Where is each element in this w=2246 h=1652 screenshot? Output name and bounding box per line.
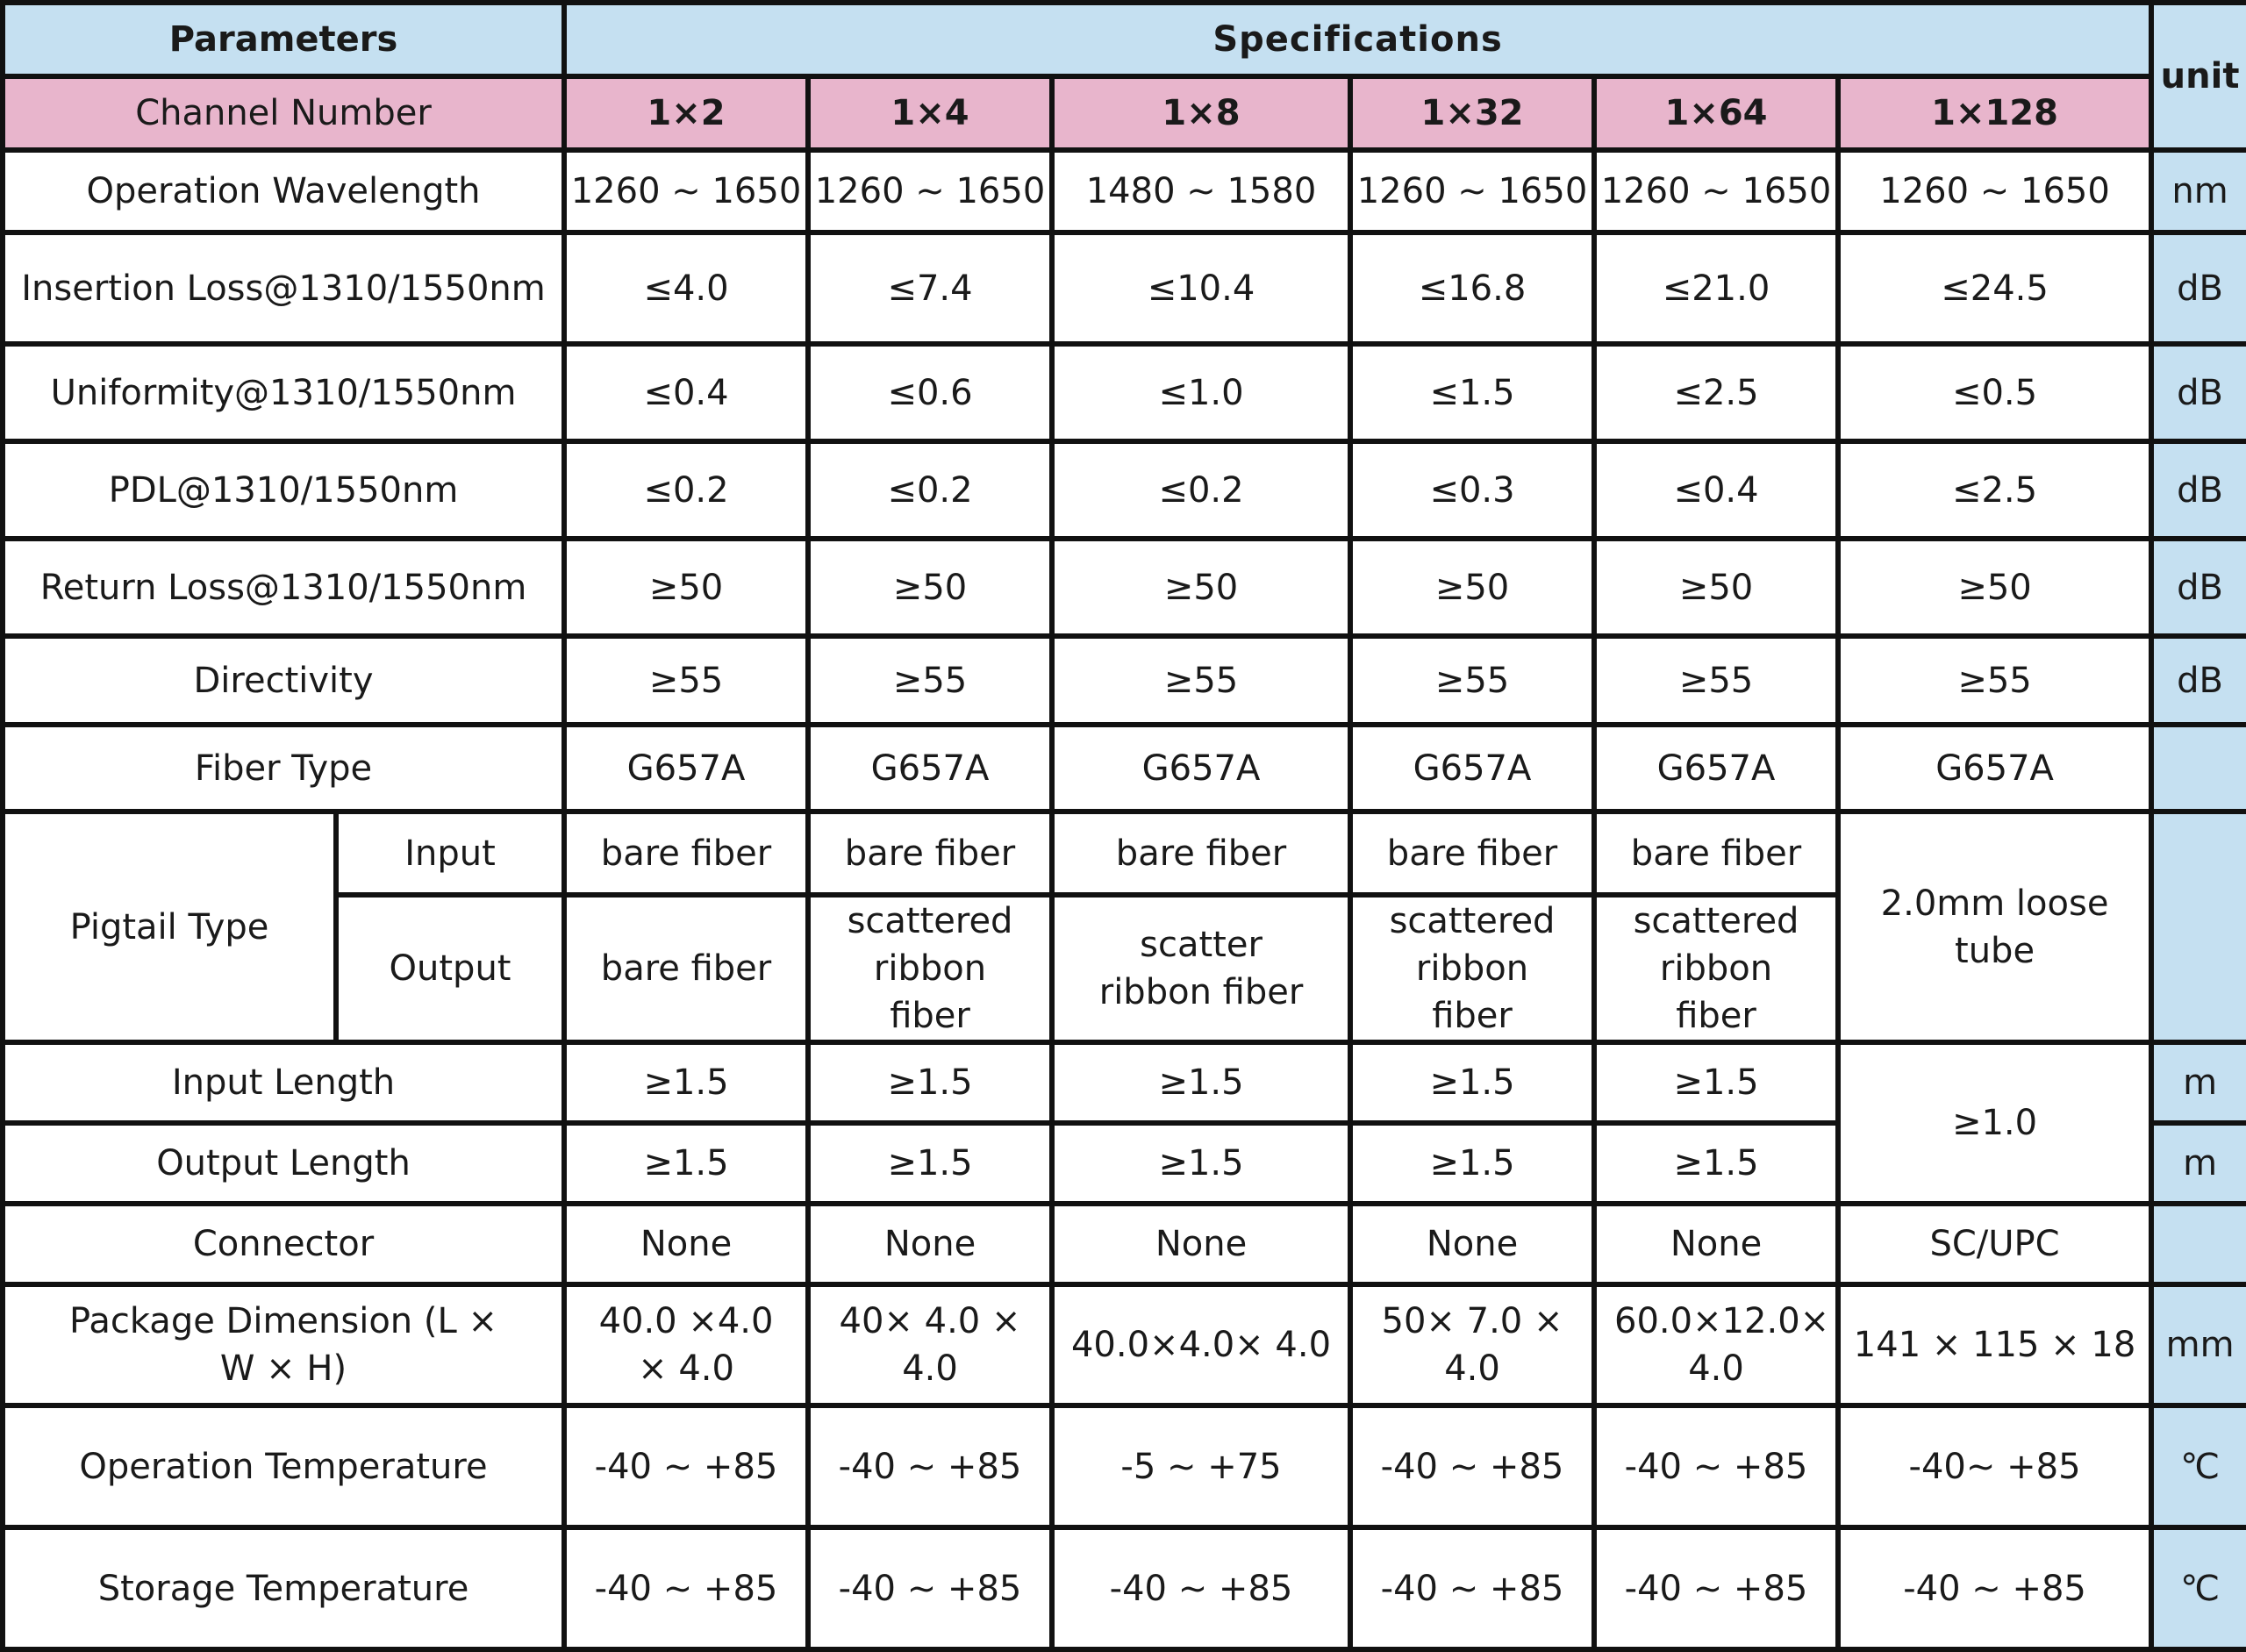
channel-row [3,76,2246,150]
table-cell: -5 ~ +75 [1052,1405,1350,1527]
unit-cell: ℃ [2151,1405,2246,1527]
table-cell: -40 ~ +85 [808,1405,1052,1527]
sub-row-label: Input [336,812,564,895]
table-cell: bare fiber [564,812,808,895]
table-cell: -40 ~ +85 [1594,1405,1838,1527]
table-cell: 1260 ~ 1650 [808,150,1052,232]
table-cell: G657A [1838,725,2151,812]
table-cell: 1260 ~ 1650 [1350,150,1594,232]
table-cell: G657A [1052,725,1350,812]
table-cell: bare fiber [1350,812,1594,895]
table-cell: ≥50 [1350,539,1594,636]
table-row [3,232,2246,344]
table-row [3,1204,2246,1284]
table-cell: ≥55 [1838,636,2151,725]
table-row [3,1405,2246,1527]
table-cell: ≥55 [564,636,808,725]
table-cell: 2.0mm loose tube [1838,812,2151,1042]
table-row [3,539,2246,636]
sub-row-label: Output [336,895,564,1042]
table-cell: 40× 4.0 × 4.0 [808,1284,1052,1405]
unit-cell: m [2151,1042,2246,1123]
table-cell: 141 × 115 × 18 [1838,1284,2151,1405]
channel-1x32: 1×32 [1350,76,1594,150]
unit-cell: dB [2151,441,2246,539]
table-cell: G657A [564,725,808,812]
table-row [3,1527,2246,1649]
table-row [3,150,2246,232]
table-cell: -40 ~ +85 [564,1405,808,1527]
row-label: Output Length [3,1123,564,1204]
table-cell: scattered ribbon fiber [1350,895,1594,1042]
channel-1x64: 1×64 [1594,76,1838,150]
table-cell: -40 ~ +85 [564,1527,808,1649]
table-cell: ≤16.8 [1350,232,1594,344]
table-cell: -40~ +85 [1838,1405,2151,1527]
table-cell: ≤0.2 [808,441,1052,539]
table-cell: bare fiber [1594,812,1838,895]
table-cell: None [1350,1204,1594,1284]
table-cell: scattered ribbon fiber [808,895,1052,1042]
table-cell: ≥1.5 [1350,1123,1594,1204]
table-cell: 1260 ~ 1650 [564,150,808,232]
table-cell: ≥55 [808,636,1052,725]
row-label: Operation Temperature [3,1405,564,1527]
channel-1x8: 1×8 [1052,76,1350,150]
table-cell: ≥55 [1052,636,1350,725]
table-cell: None [564,1204,808,1284]
table-cell: ≤0.3 [1350,441,1594,539]
row-label: PDL@1310/1550nm [3,441,564,539]
table-cell: ≥1.5 [1052,1042,1350,1123]
row-label: Fiber Type [3,725,564,812]
table-row [3,1284,2246,1405]
table-cell: -40 ~ +85 [808,1527,1052,1649]
table-cell: G657A [808,725,1052,812]
table-row [3,636,2246,725]
table-cell: ≤0.2 [1052,441,1350,539]
table-cell: ≥55 [1350,636,1594,725]
table-cell: ≥50 [1838,539,2151,636]
table-cell: ≤0.6 [808,344,1052,441]
table-cell: 60.0×12.0× 4.0 [1594,1284,1838,1405]
table-cell: None [1594,1204,1838,1284]
unit-cell [2151,725,2246,812]
table-row [3,344,2246,441]
table-row [3,812,2246,895]
unit-cell: mm [2151,1284,2246,1405]
table-cell: G657A [1350,725,1594,812]
row-label: Insertion Loss@1310/1550nm [3,232,564,344]
table-cell: ≥1.5 [1594,1042,1838,1123]
table-cell: ≤1.5 [1350,344,1594,441]
unit-cell: dB [2151,636,2246,725]
table-cell: ≤4.0 [564,232,808,344]
table-cell: ≥1.5 [564,1123,808,1204]
table-cell: bare fiber [1052,812,1350,895]
table-cell: -40 ~ +85 [1594,1527,1838,1649]
table-cell: ≥1.0 [1838,1042,2151,1204]
unit-cell: ℃ [2151,1527,2246,1649]
table-cell: bare fiber [808,812,1052,895]
table-cell: 40.0×4.0× 4.0 [1052,1284,1350,1405]
table-cell: ≤0.4 [1594,441,1838,539]
table-cell: ≤2.5 [1838,441,2151,539]
table-cell: scatter ribbon fiber [1052,895,1350,1042]
parameters-header: Parameters [3,3,564,76]
row-label: Input Length [3,1042,564,1123]
table-cell: ≥50 [1594,539,1838,636]
unit-cell [2151,812,2246,1042]
channel-1x128: 1×128 [1838,76,2151,150]
row-label: Pigtail Type [3,812,336,1042]
table-cell: bare fiber [564,895,808,1042]
row-label: Connector [3,1204,564,1284]
table-cell: 1260 ~ 1650 [1838,150,2151,232]
row-label: Package Dimension (L × W × H) [3,1284,564,1405]
table-cell: ≤7.4 [808,232,1052,344]
unit-cell: dB [2151,539,2246,636]
table-cell: 40.0 ×4.0 × 4.0 [564,1284,808,1405]
row-label: Uniformity@1310/1550nm [3,344,564,441]
table-cell: ≤2.5 [1594,344,1838,441]
table-cell: ≥1.5 [1350,1042,1594,1123]
table-cell: None [808,1204,1052,1284]
table-cell: 1480 ~ 1580 [1052,150,1350,232]
unit-header: unit [2151,3,2246,150]
table-row [3,725,2246,812]
unit-cell: dB [2151,344,2246,441]
row-label: Return Loss@1310/1550nm [3,539,564,636]
table-row [3,441,2246,539]
table-cell: SC/UPC [1838,1204,2151,1284]
table-row [3,1042,2246,1123]
unit-cell: m [2151,1123,2246,1204]
table-cell: 50× 7.0 × 4.0 [1350,1284,1594,1405]
table-cell: ≥55 [1594,636,1838,725]
table-cell: scattered ribbon fiber [1594,895,1838,1042]
table-cell: ≤10.4 [1052,232,1350,344]
table-cell: 1260 ~ 1650 [1594,150,1838,232]
row-label: Operation Wavelength [3,150,564,232]
table-cell: -40 ~ +85 [1350,1527,1594,1649]
table-cell: ≥50 [808,539,1052,636]
table-cell: ≤21.0 [1594,232,1838,344]
table-cell: ≥50 [564,539,808,636]
table-cell: ≤0.5 [1838,344,2151,441]
table-cell: ≥1.5 [1052,1123,1350,1204]
table-cell: ≥1.5 [564,1042,808,1123]
unit-cell [2151,1204,2246,1284]
channel-1x2: 1×2 [564,76,808,150]
table-cell: ≥50 [1052,539,1350,636]
channel-1x4: 1×4 [808,76,1052,150]
table-cell: ≥1.5 [808,1123,1052,1204]
table-cell: -40 ~ +85 [1052,1527,1350,1649]
table-cell: G657A [1594,725,1838,812]
table-cell: ≤0.4 [564,344,808,441]
table-cell: -40 ~ +85 [1838,1527,2151,1649]
table-cell: -40 ~ +85 [1350,1405,1594,1527]
table-cell: None [1052,1204,1350,1284]
unit-cell: nm [2151,150,2246,232]
table-cell: ≥1.5 [1594,1123,1838,1204]
row-label: Storage Temperature [3,1527,564,1649]
table-cell: ≤1.0 [1052,344,1350,441]
channel-number-label: Channel Number [3,76,564,150]
specifications-header: Specifications [564,3,2151,76]
table-cell: ≤24.5 [1838,232,2151,344]
header-row-top [3,3,2246,76]
table-cell: ≥1.5 [808,1042,1052,1123]
unit-cell: dB [2151,232,2246,344]
row-label: Directivity [3,636,564,725]
table-cell: ≤0.2 [564,441,808,539]
